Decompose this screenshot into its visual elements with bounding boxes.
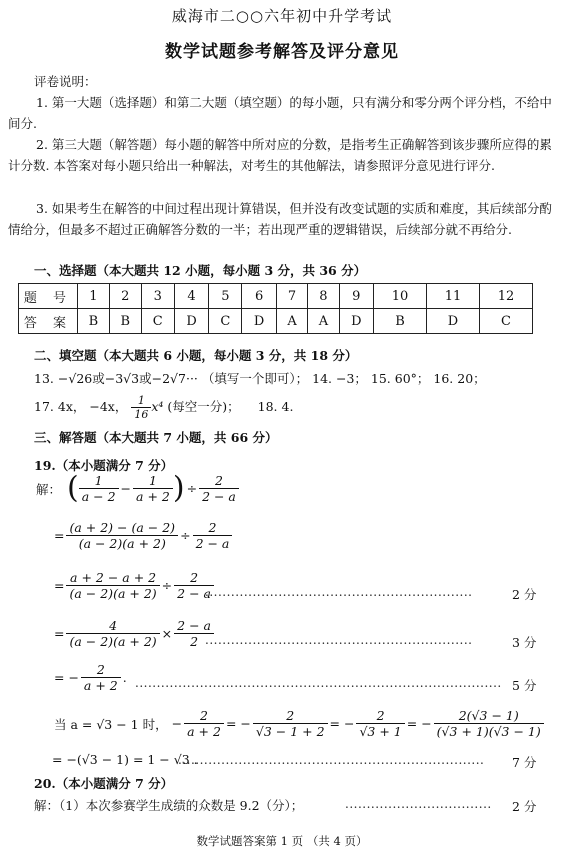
q17-a: 4x， (57, 399, 86, 414)
q14-answer: 14. −3； (312, 371, 367, 386)
note-3: 3. 如果考生在解答的中间过程出现计算错误，但并没有改变试题的实质和难度，其后续部分酌情给分，但最多不超过正确解答分数的一半；若出现严重的逻辑错误，后续部分就不再给分. (8, 201, 552, 237)
answer-row (19, 309, 533, 334)
section3-heading: 三、解答题（本大题共 7 小题，共 66 分） (34, 430, 278, 445)
question-number-row (19, 284, 533, 309)
q19-step4: = $\frac{4}{(a - 2)(a + 2)}$ × $\frac{2 - a}{2}$ (52, 618, 214, 649)
qnum-cell: 2 (109, 284, 141, 309)
q19-step1: 解： ( $\frac{1}{a - 2}$ − $\frac{1}{a + 2}$ ) ÷ $\frac{2}{2 - a}$ (34, 473, 239, 504)
score-7: 7 分 (512, 755, 537, 770)
answer-cell: A (308, 309, 339, 334)
answer-table (18, 283, 533, 334)
q13-option-a: −√26 (57, 371, 93, 386)
solve-label: 解： (36, 481, 62, 497)
notes-heading: 评卷说明： (34, 74, 97, 89)
dot-leader: .............................................................. (205, 633, 473, 647)
answer-cell: D (427, 309, 480, 334)
note-2: 2. 第三大题（解答题）每小题的解答中所对应的分数，是指考生正确解答到该步骤所应得的累计分数. 本答案对每小题只给出一种解法，对考生的其他解法，请参照评分意见进行评分. (8, 137, 552, 173)
score-2: 2 分 (512, 587, 537, 602)
answer-cell: B (78, 309, 110, 334)
q13-option-c: −2√7 (151, 371, 186, 386)
qnum-cell: 10 (374, 284, 427, 309)
q17-number: 17. (34, 399, 54, 414)
q17-answer (34, 394, 293, 421)
qnum-cell: 4 (174, 284, 209, 309)
qnum-cell: 1 (78, 284, 110, 309)
q17-c: x⁴ (151, 399, 164, 414)
q17-b: −4x， (89, 399, 128, 414)
q20-score-2: 2 分 (512, 799, 537, 814)
q13-answer (34, 369, 486, 387)
q18-answer: 18. 4. (257, 399, 294, 414)
score-3: 3 分 (512, 635, 537, 650)
answer-cell: D (339, 309, 374, 334)
section1-heading: 一、选择题（本大题共 12 小题，每小题 3 分，共 36 分） (34, 263, 367, 278)
note-1: 1. 第一大题（选择题）和第二大题（填空题）的每小题，只有满分和零分两个评分档，不给中间分. (8, 95, 552, 131)
answer-cell: B (374, 309, 427, 334)
dot-leader: ..................................................................................... (135, 676, 502, 690)
answer-cell: C (479, 309, 532, 334)
answer-cell: D (242, 309, 277, 334)
q16-answer: 16. 20； (433, 371, 486, 386)
q19-step3: = $\frac{a + 2 - a + 2}{(a - 2)(a + 2)}$ ÷ $\frac{2}{2 - a}$ (52, 570, 214, 601)
answer-cell: C (209, 309, 242, 334)
q15-answer: 15. 60°； (370, 371, 430, 386)
page-footer: 数学试题答案第 1 页 （共 4 页） (196, 834, 368, 848)
q20-answer-line: 解：（1）本次参赛学生成绩的众数是 9.2（分）； (34, 798, 304, 813)
q20-heading: 20.（本小题满分 7 分） (34, 776, 174, 791)
dot-leader: .................................. (345, 797, 492, 811)
qnum-cell: 8 (308, 284, 339, 309)
q13-ellipsis: ··· (185, 371, 198, 386)
qnum-cell: 11 (427, 284, 480, 309)
q13-number: 13. (34, 371, 54, 386)
q13-note: （填写一个即可）； (201, 371, 309, 386)
qnum-cell: 7 (276, 284, 307, 309)
q19-step6: 当 a = √3 − 1 时， − $\frac{2}{a + 2}$ = − $\frac{2}{√3 - 1 + 2}$ = − $\frac{2}{√3 + 1}$ = − $\frac{2(√3 - 1)}{(√3 + 1)(√3 - 1)}$ (52, 708, 544, 739)
q19-heading: 19.（本小题满分 7 分） (34, 458, 174, 473)
answer-cell: B (109, 309, 141, 334)
qnum-cell: 6 (242, 284, 277, 309)
score-5: 5 分 (512, 678, 537, 693)
document-title: 数学试题参考解答及评分意见 (165, 42, 399, 62)
q13-option-b: −3√3 (104, 371, 140, 386)
section2-heading: 二、填空题（本大题共 6 小题，每小题 3 分，共 18 分） (34, 348, 358, 363)
answer-cell: C (141, 309, 174, 334)
q17-fraction: $\frac{1}{16}$ (131, 394, 151, 421)
dot-leader: ....................................................................... (178, 753, 485, 767)
answer-cell: A (276, 309, 307, 334)
q19-step5: = − $\frac{2}{a + 2}$ . (54, 662, 127, 693)
qnum-cell: 9 (339, 284, 374, 309)
q19-step7: = −(√3 − 1) = 1 − √3 . (52, 752, 198, 767)
qnum-cell: 3 (141, 284, 174, 309)
q17-note: (每空一分)； (167, 399, 240, 414)
q13-or: 或 (92, 371, 105, 386)
q19-step2: = $\frac{(a + 2) - (a - 2)}{(a - 2)(a + 2)}$ ÷ $\frac{2}{2 - a}$ (52, 520, 232, 551)
row-label-answer: 答 案 (19, 309, 78, 334)
qnum-cell: 12 (479, 284, 532, 309)
exam-title: 威海市二○○六年初中升学考试 (171, 7, 393, 25)
row-label-number: 题 号 (19, 284, 78, 309)
q13-or: 或 (139, 371, 152, 386)
qnum-cell: 5 (209, 284, 242, 309)
dot-leader: .............................................................. (205, 585, 473, 599)
answer-cell: D (174, 309, 209, 334)
